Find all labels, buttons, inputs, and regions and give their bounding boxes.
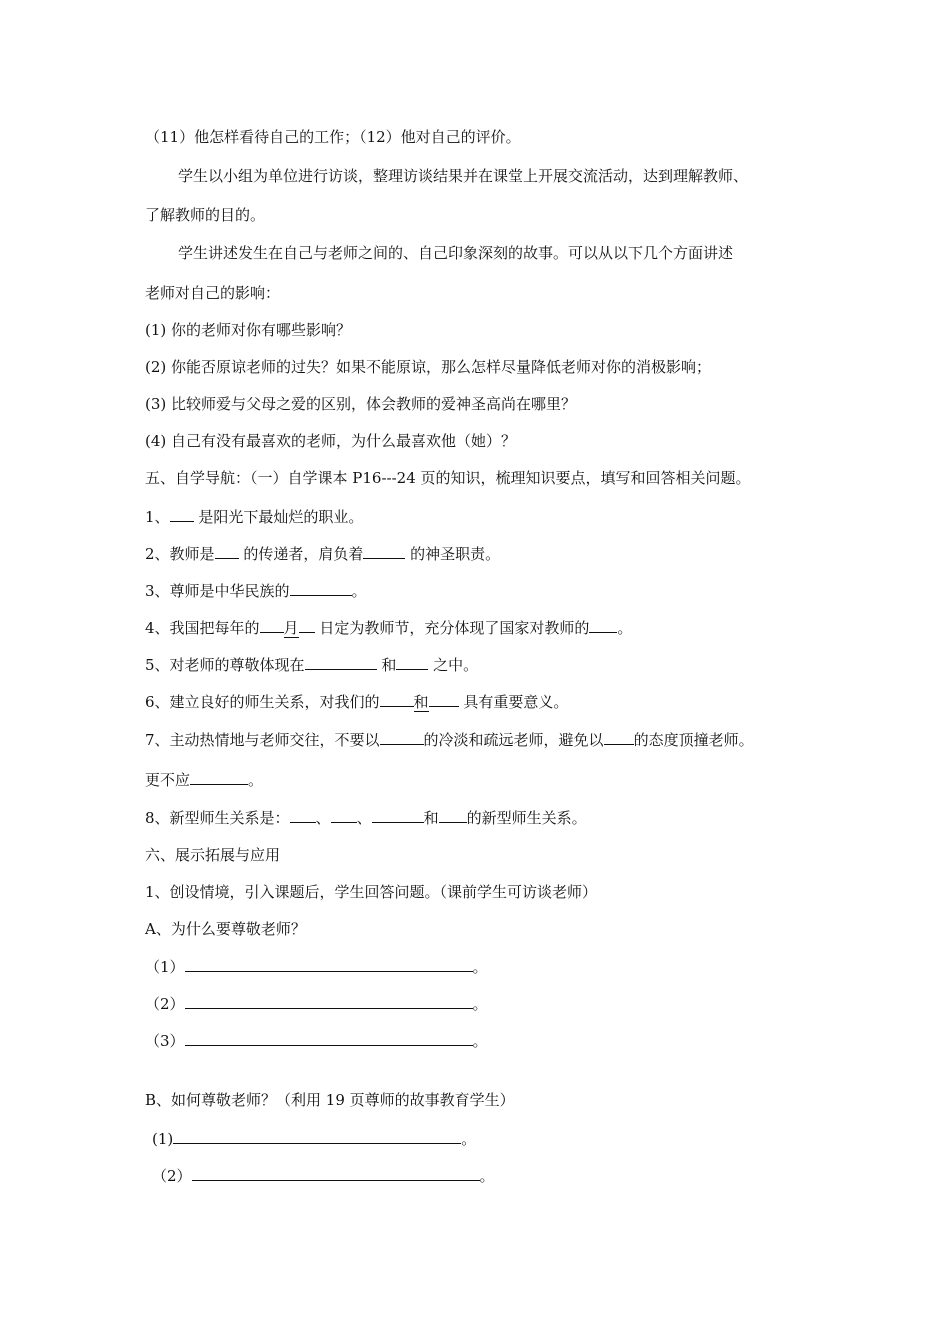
question-text: 的传递者，肩负着 — [238, 545, 364, 563]
section-heading: 六、展示拓展与应用 — [145, 846, 281, 864]
answer-number: （3） — [145, 1032, 185, 1050]
question-2 — [145, 543, 500, 564]
question-7 — [145, 729, 754, 750]
blank[interactable] — [260, 617, 284, 633]
blank[interactable] — [331, 807, 357, 823]
blank[interactable] — [589, 617, 617, 633]
question-text: 的冷淡和疏远老师，避免以 — [423, 731, 604, 749]
section-heading: 五、自学导航：（一）自学课本 P16---24 页的知识，梳理知识要点，填写和回答相关问题。 — [145, 469, 751, 487]
question-text: 。 — [351, 582, 367, 600]
question-text: 6、建立良好的师生关系，对我们的 — [145, 693, 380, 711]
question-text: 5、对老师的尊敬体现在 — [145, 656, 305, 674]
answer-number: (1) — [152, 1130, 174, 1148]
question-text: 2、教师是 — [145, 545, 215, 563]
question-text: 和 — [423, 809, 439, 827]
list-item: (1) 你的老师对你有哪些影响？ — [145, 321, 352, 339]
question-title: A、为什么要尊敬老师？ — [145, 920, 306, 938]
blank[interactable] — [185, 956, 473, 972]
blank[interactable] — [190, 769, 248, 785]
answer-number: （1） — [145, 958, 185, 976]
answer-line — [152, 1128, 476, 1149]
question-text: 是阳光下最灿烂的职业。 — [193, 508, 364, 526]
question-3 — [145, 580, 367, 601]
blank[interactable] — [290, 580, 352, 596]
answer-number: （2） — [152, 1167, 192, 1185]
answer-end: 。 — [461, 1130, 477, 1148]
paragraph-line: 1、创设情境，引入课题后，学生回答问题。（课前学生可访谈老师） — [145, 883, 598, 901]
question-4 — [145, 617, 632, 638]
blank[interactable] — [185, 993, 473, 1009]
paragraph-line: 学生讲述发生在自己与老师之间的、自己印象深刻的故事。可以从以下几个方面讲述 — [178, 244, 734, 262]
question-6 — [145, 691, 568, 712]
paragraph-line: （11）他怎样看待自己的工作；（12）他对自己的评价。 — [145, 128, 521, 146]
question-8 — [145, 807, 587, 828]
list-item: (3) 比较师爱与父母之爱的区别，体会教师的爱神圣高尚在哪里？ — [145, 395, 577, 413]
question-text: 的神圣职责。 — [405, 545, 501, 563]
question-text: 的新型师生关系。 — [466, 809, 587, 827]
blank[interactable] — [429, 691, 459, 707]
question-text: 日定为教师节，充分体现了国家对教师的 — [314, 619, 590, 637]
question-text: 、 — [315, 809, 331, 827]
blank[interactable] — [305, 654, 377, 670]
question-text: 月 — [283, 619, 299, 637]
answer-end: 。 — [479, 1167, 495, 1185]
blank[interactable] — [170, 506, 194, 522]
blank[interactable] — [396, 654, 428, 670]
blank[interactable] — [372, 807, 424, 823]
question-text: 1、 — [145, 508, 170, 526]
answer-number: （2） — [145, 995, 185, 1013]
answer-line — [145, 1030, 488, 1051]
question-text: 8、新型师生关系是： — [145, 809, 290, 827]
answer-line — [152, 1165, 495, 1186]
question-text: 。 — [617, 619, 633, 637]
blank[interactable] — [185, 1030, 473, 1046]
blank[interactable] — [604, 729, 634, 745]
blank[interactable] — [363, 543, 405, 559]
question-7-cont — [145, 769, 263, 790]
question-text: 4、我国把每年的 — [145, 619, 260, 637]
question-text: 和 — [413, 693, 429, 711]
blank[interactable] — [439, 807, 467, 823]
blank[interactable] — [215, 543, 239, 559]
question-text: 之中。 — [428, 656, 479, 674]
question-title: B、如何尊敬老师？（利用 19 页尊师的故事教育学生） — [145, 1091, 515, 1109]
answer-end: 。 — [472, 1032, 488, 1050]
paragraph-line: 了解教师的目的。 — [145, 206, 266, 224]
list-item: (2) 你能否原谅老师的过失？如果不能原谅，那么怎样尽量降低老师对你的消极影响； — [145, 358, 712, 376]
question-text: 3、尊师是中华民族的 — [145, 582, 290, 600]
answer-line — [145, 956, 488, 977]
answer-line — [145, 993, 488, 1014]
question-text: 和 — [376, 656, 397, 674]
question-text: 具有重要意义。 — [458, 693, 569, 711]
paragraph-line: 老师对自己的影响： — [145, 284, 281, 302]
blank[interactable] — [192, 1165, 480, 1181]
question-1 — [145, 506, 363, 527]
question-text: 7、主动热情地与老师交往，不要以 — [145, 731, 380, 749]
paragraph-line: 学生以小组为单位进行访谈，整理访谈结果并在课堂上开展交流活动，达到理解教师、 — [178, 167, 749, 185]
question-5 — [145, 654, 478, 675]
blank[interactable] — [299, 617, 315, 633]
blank[interactable] — [173, 1128, 461, 1144]
answer-end: 。 — [472, 995, 488, 1013]
blank[interactable] — [290, 807, 316, 823]
question-text: 。 — [248, 771, 264, 789]
question-text: 的态度顶撞老师。 — [633, 731, 754, 749]
blank[interactable] — [380, 691, 414, 707]
question-text: 更不应 — [145, 771, 191, 789]
question-text: 、 — [356, 809, 372, 827]
list-item: (4) 自己有没有最喜欢的老师，为什么最喜欢他（她）？ — [145, 432, 517, 450]
answer-end: 。 — [472, 958, 488, 976]
blank[interactable] — [380, 729, 424, 745]
